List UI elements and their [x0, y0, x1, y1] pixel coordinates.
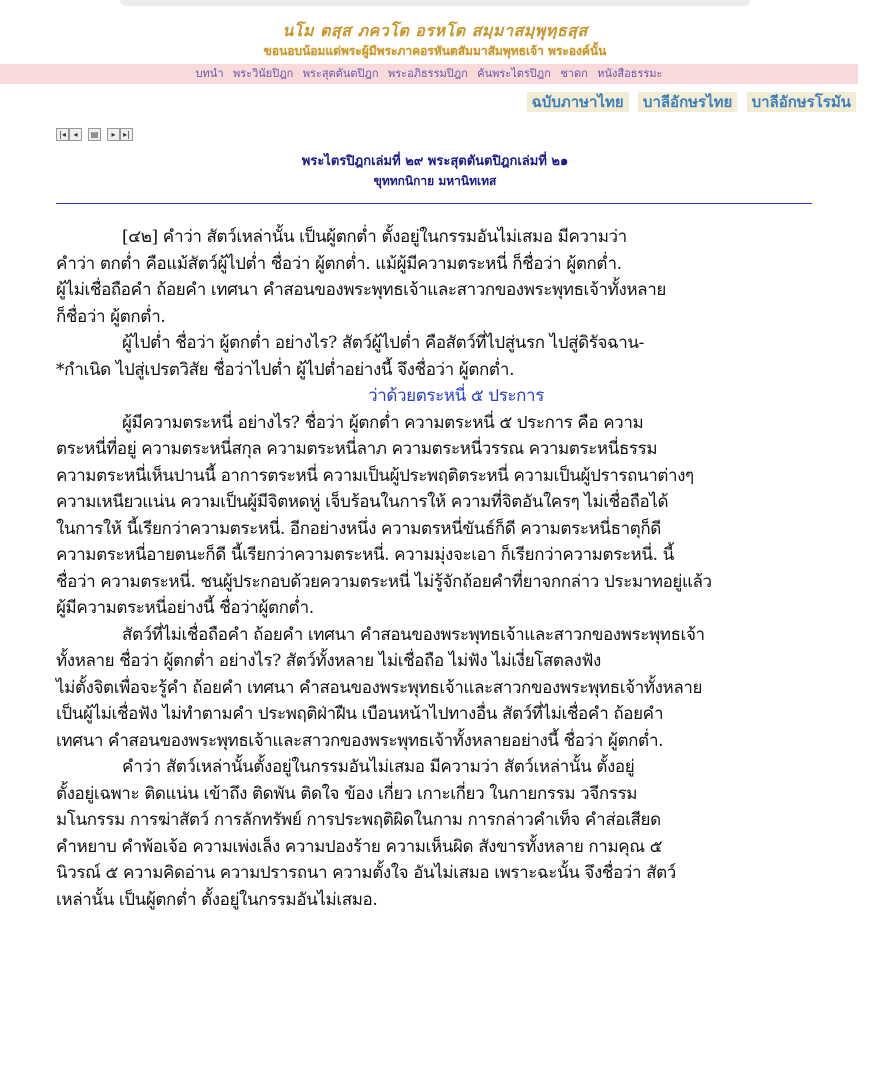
text-line: *กำเนิด ไปสู่เปรตวิสัย ชื่อว่าไปต่ำ ผู้ไปต่ำอย่างนี้ จึงชื่อว่า ผู้ตกต่ำ.: [56, 359, 515, 380]
text-line: คำว่า ตกต่ำ คือแม้สัตว์ผู้ไปต่ำ ชื่อว่า ผู้ตกต่ำ. แม้ผู้มีความตระหนี่ ก็ชื่อว่า ผู้ตกต่ำ.: [56, 253, 622, 274]
nav-vinaya-link[interactable]: พระวินัยปิฎก: [233, 67, 294, 80]
text-line: ความตระหนี่เห็นปานนี้ อาการตระหนี่ ความเป็นผู้ประพฤติตระหนี่ ความเป็นผู้ปรารถนาต่างๆ: [56, 465, 694, 486]
edition-thai-link[interactable]: ฉบับภาษาไทย: [527, 92, 629, 112]
text-line: ผู้ไปต่ำ ชื่อว่า ผู้ตกต่ำ อย่างไร? สัตว์ผู้ไปต่ำ คือสัตว์ที่ไปสู่นรก ไปสู่ดิรัจฉาน-: [122, 333, 644, 353]
nav-intro-link[interactable]: บทนำ: [195, 67, 224, 80]
main-nav: [0, 64, 858, 84]
text-line: เป็นผู้ไม่เชื่อฟัง ไม่ทำตามคำ ประพฤติฝ่าฝืน เบือนหน้าไปทางอื่น สัตว์ที่ไม่เชื่อคำ ถ้อยคำ: [56, 704, 664, 724]
text-line: เหล่านั้น เป็นผู้ตกต่ำ ตั้งอยู่ในกรรมอันไม่เสมอ.: [56, 889, 378, 910]
top-tab-bar: [120, 0, 750, 6]
text-line: คำหยาบ คำพ้อเจ้อ ความเพ่งเล็ง ความปองร้าย ความเห็นผิด สังขารทั้งหลาย กามคุณ ๕: [56, 836, 663, 857]
text-line: ความเหนียวแน่น ความเป็นผู้มีจิตหดหู่ เจ็บร้อนในการให้ ความที่จิตอันใครๆ ไม่เชื่อถือได้: [56, 492, 669, 512]
edition-pali-roman-link[interactable]: บาลีอักษรโรมัน: [747, 92, 856, 112]
volume-subtitle: ขุททกนิกาย มหานิทเทส: [373, 174, 497, 188]
text-line: ชื่อว่า ความตระหนี่. ชนผู้ประกอบด้วยความตระหนี่ ไม่รู้จักถ้อยคำที่ยาจกกล่าว ประมาทอยู่แล้ว: [56, 571, 712, 592]
text-line: ความตระหนี่อายตนะก็ดี นี้เรียกว่าความตระหนี่. ความมุ่งจะเอา ก็เรียกว่าความตระหนี่. นี้: [56, 545, 674, 565]
text-line: ตั้งอยู่เฉพาะ ติดแน่น เข้าถึง ติดพัน ติดใจ ข้อง เกี่ยว เกาะเกี่ยว ในกายกรรม วจีกรรม: [56, 783, 638, 804]
nav-abhidhamma-link[interactable]: พระอภิธรรมปิฎก: [388, 67, 468, 80]
next-page-icon[interactable]: ▸: [107, 128, 120, 141]
text-line: คำว่า สัตว์เหล่านั้นตั้งอยู่ในกรรมอันไม่เสมอ มีความว่า สัตว์เหล่านั้น ตั้งอยู่: [122, 757, 635, 777]
last-page-icon[interactable]: ▸|: [120, 128, 133, 141]
text-line: [๔๒] คำว่า สัตว์เหล่านั้น เป็นผู้ตกต่ำ ตั้งอยู่ในกรรมอันไม่เสมอ มีความว่า: [122, 227, 627, 247]
scripture-text: [56, 224, 856, 913]
nav-sutta-link[interactable]: พระสุตตันตปิฎก: [302, 67, 379, 80]
first-page-icon[interactable]: |◂: [56, 128, 69, 141]
text-line: ตระหนี่ที่อยู่ ความตระหนี่สกุล ความตระหนี่ลาภ ความตระหนี่วรรณ ความตระหนี่ธรรม: [56, 439, 658, 459]
section-heading: ว่าด้วยตระหนี่ ๕ ประการ: [368, 386, 544, 406]
text-line: มโนกรรม การฆ่าสัตว์ การลักทรัพย์ การประพฤติผิดในกาม การกล่าวคำเท็จ คำส่อเสียด: [56, 810, 661, 830]
header-divider: [56, 203, 812, 204]
document-icon[interactable]: ▤: [88, 128, 101, 141]
text-line: เทศนา คำสอนของพระพุทธเจ้าและสาวกของพระพุทธเจ้าทั้งหลายอย่างนี้ ชื่อว่า ผู้ตกต่ำ.: [56, 730, 664, 751]
volume-title: พระไตรปิฎกเล่มที่ ๒๙ พระสุตตันตปิฎกเล่มที่ ๒๑: [301, 154, 569, 169]
nav-jataka-link[interactable]: ชาดก: [560, 67, 588, 80]
text-line: ไม่ตั้งจิตเพื่อจะรู้คำ ถ้อยคำ เทศนา คำสอนของพระพุทธเจ้าและสาวกของพระพุทธเจ้าทั้งหลาย: [56, 677, 703, 698]
edition-pali-thai-link[interactable]: บาลีอักษรไทย: [638, 92, 737, 112]
pali-homage: นโม ตสฺส ภควโต อรหโต สมฺมาสมฺพุทฺธสฺส: [282, 21, 588, 40]
text-line: ผู้มีความตระหนี่อย่างนี้ ชื่อว่าผู้ตกต่ำ.: [56, 598, 314, 618]
text-line: ในการให้ นี้เรียกว่าความตระหนี่. อีกอย่างหนึ่ง ความตรหนี่ขันธ์ก็ดี ความตระหนี่ธาตุก็ดี: [56, 518, 661, 539]
edition-switcher: [523, 90, 856, 114]
text-line: ทั้งหลาย ชื่อว่า ผู้ตกต่ำ อย่างไร? สัตว์ทั้งหลาย ไม่เชื่อถือ ไม่ฟัง ไม่เงี่ยโสตลงฟัง: [56, 651, 601, 671]
text-line: นิวรณ์ ๕ ความคิดอ่าน ความปรารถนา ความตั้งใจ อันไม่เสมอ เพราะฉะนั้น จึงชื่อว่า สัตว์: [56, 863, 676, 883]
text-line: ผู้ไม่เชื่อถือคำ ถ้อยคำ เทศนา คำสอนของพระพุทธเจ้าและสาวกของพระพุทธเจ้าทั้งหลาย: [56, 280, 666, 300]
text-line: สัตว์ที่ไม่เชื่อถือคำ ถ้อยคำ เทศนา คำสอนของพระพุทธเจ้าและสาวกของพระพุทธเจ้า: [122, 624, 705, 645]
text-line: ก็ชื่อว่า ผู้ตกต่ำ.: [56, 306, 166, 327]
nav-books-link[interactable]: หนังสือธรรมะ: [597, 67, 663, 80]
text-line: ผู้มีความตระหนี่ อย่างไร? ชื่อว่า ผู้ตกต่ำ ความตระหนี่ ๕ ประการ คือ ความ: [122, 412, 644, 433]
thai-homage: ขอนอบน้อมแด่พระผู้มีพระภาคอรหันตสัมมาสัมพุทธเจ้า พระองค์นั้น: [263, 44, 607, 58]
prev-page-icon[interactable]: ◂: [69, 128, 82, 141]
nav-search-link[interactable]: ค้นพระไตรปิฎก: [477, 67, 551, 80]
page-navigator: [56, 128, 133, 141]
